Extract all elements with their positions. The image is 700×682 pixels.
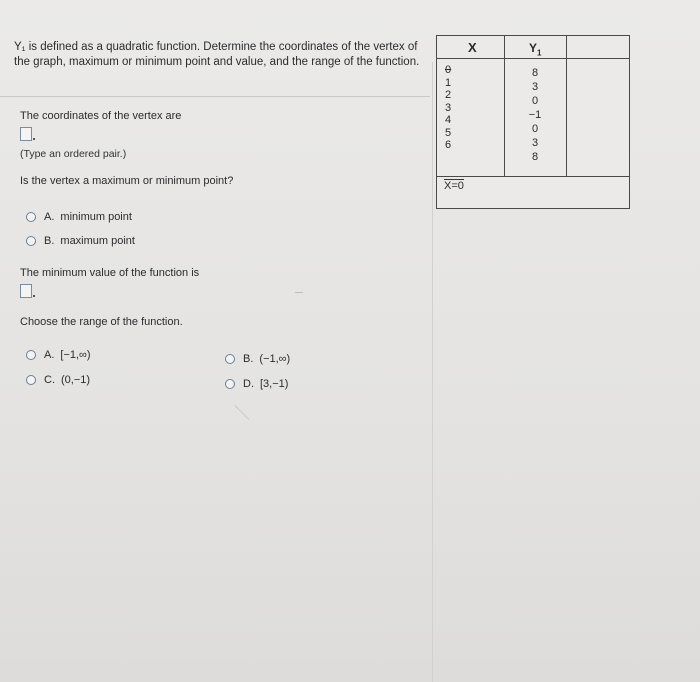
empty-column — [566, 36, 629, 176]
option-range-c[interactable] — [26, 374, 90, 386]
min-value-answer-input[interactable] — [20, 284, 32, 298]
vertex-hint: (Type an ordered pair.) — [20, 148, 127, 160]
vertex-answer-input[interactable] — [20, 127, 32, 141]
table-footer — [444, 180, 464, 192]
option-label: [−1,∞) — [60, 349, 91, 361]
header-y-text: Y — [529, 41, 538, 55]
question-stem: Y₁ is defined as a quadratic function. Determine the coordinates of the vertex of the graph, maximum or minimum point and value, and the range of the function. — [14, 41, 420, 68]
radio-circle-icon[interactable] — [26, 375, 36, 385]
option-label: [3,−1) — [260, 378, 289, 390]
option-minimum-point[interactable] — [26, 211, 132, 223]
option-letter: A. — [44, 349, 55, 361]
header-y1 — [529, 41, 541, 57]
option-range-b[interactable] — [225, 353, 290, 365]
footer-rule — [437, 176, 629, 177]
header-rule — [437, 58, 629, 59]
header-x: X — [468, 40, 477, 55]
radio-circle-icon[interactable] — [225, 354, 235, 364]
faint-mark — [295, 292, 303, 293]
x-values — [445, 64, 451, 152]
x-value: 3 — [445, 101, 452, 114]
vertex-prompt: The coordinates of the vertex are — [20, 110, 182, 122]
option-letter: C. — [44, 374, 55, 386]
radio-circle-icon[interactable] — [26, 212, 36, 222]
option-letter: A. — [44, 211, 55, 223]
radio-circle-icon[interactable] — [225, 379, 235, 389]
x-value: 6 — [445, 139, 452, 151]
x-value: 5 — [445, 126, 452, 139]
option-letter: D. — [243, 378, 254, 390]
y-value: 0 — [531, 123, 539, 135]
y-value: 8 — [531, 67, 539, 79]
header-y-subscript: 1 — [537, 48, 542, 58]
x-value: 4 — [445, 114, 452, 126]
option-label: minimum point — [60, 211, 132, 223]
option-label: (0,−1) — [61, 374, 91, 386]
min-value-prompt: The minimum value of the function is — [20, 267, 200, 279]
y-value: 3 — [531, 81, 539, 93]
max-min-prompt: Is the vertex a maximum or minimum point? — [20, 175, 234, 187]
panel-separator — [432, 62, 433, 682]
radio-circle-icon[interactable] — [26, 350, 36, 360]
footer-text: X=0 — [444, 180, 464, 192]
option-maximum-point[interactable] — [26, 235, 135, 247]
table-of-values — [436, 35, 630, 209]
radio-circle-icon[interactable] — [26, 236, 36, 246]
option-letter: B. — [243, 353, 254, 365]
option-letter: B. — [44, 235, 55, 247]
option-range-a[interactable] — [26, 349, 91, 361]
y-value: 8 — [531, 151, 539, 163]
divider — [0, 96, 430, 97]
y-value: 3 — [531, 137, 539, 149]
x-value: 1 — [445, 76, 452, 89]
y-values — [504, 66, 566, 164]
y-value: 0 — [531, 95, 539, 107]
range-prompt: Choose the range of the function. — [20, 316, 183, 328]
option-range-d[interactable] — [225, 378, 288, 390]
x-value: 0 — [445, 64, 452, 76]
option-label: (−1,∞) — [259, 353, 291, 365]
x-value: 2 — [445, 89, 452, 101]
y-value: −1 — [528, 109, 542, 121]
option-label: maximum point — [60, 235, 135, 247]
